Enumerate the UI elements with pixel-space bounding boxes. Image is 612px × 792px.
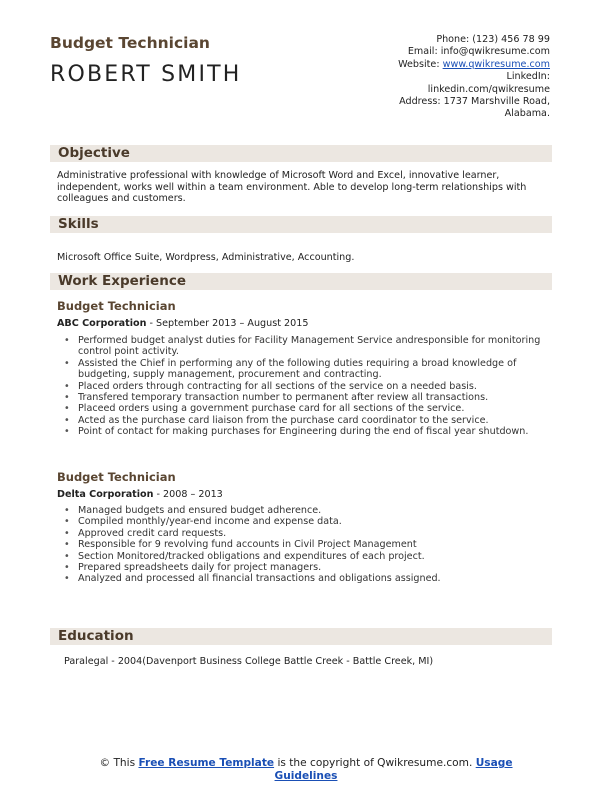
skills-text: Microsoft Office Suite, Wordpress, Administrative, Accounting. [57,252,355,263]
work-heading-bar [50,273,552,290]
contact-linkedin-label: LinkedIn: [506,71,550,83]
work-heading: Work Experience [58,273,186,289]
list-item: • Approved credit card requests. [57,528,552,539]
contact-phone: Phone: (123) 456 78 99 [436,34,550,45]
contact-email: Email: info@qwikresume.com [407,46,550,58]
contact-website [310,59,550,71]
objective-heading-bar [50,145,552,162]
job-role: Budget Technician [57,299,176,313]
list-item: • Prepared spreadsheets daily for project managers. [57,562,552,573]
job-bullets [57,505,552,585]
contact-address-line1: Address: 1737 Marshville Road, [399,96,550,108]
objective-heading: Objective [58,145,130,161]
job-company: ABC Corporation [57,318,147,329]
contact-address-line2: Alabama. [504,108,550,120]
education-heading-bar [50,628,552,645]
usage-link[interactable]: Usage [475,757,513,769]
candidate-name: ROBERT SMITH [50,62,242,87]
list-item: • Point of contact for making purchases for Engineering during the end of fiscal year shutdown. [57,426,552,437]
skills-heading: Skills [58,216,99,232]
education-text: Paralegal - 2004(Davenport Business College Battle Creek - Battle Creek, MI) [64,656,434,667]
job-company-line [57,318,308,329]
job-company-line [57,489,223,500]
list-item: • Analyzed and processed all financial transactions and obligations assigned. [57,573,552,584]
header-job-title: Budget Technician [50,34,210,52]
list-item: • Assisted the Chief in performing any of the following duties requiring a broad knowledge of budgeting, supply management, procurement and contracting. [57,358,552,381]
objective-text: Administrative professional with knowledge of Microsoft Word and Excel, innovative learner, independent, works well within a team environment. Able to develop long-term relationships with colleagues and customers. [57,170,527,205]
job-role: Budget Technician [57,470,176,484]
list-item: • Section Monitored/tracked obligations and expenditures of each project. [57,551,552,562]
footer-middle: is the copyright of Qwikresume.com. [274,757,476,769]
job-bullets [57,335,552,438]
list-item: • Placed orders through contracting for all sections of the service on a needed basis. [57,381,552,392]
contact-block [310,34,550,121]
skills-heading-bar [50,216,552,233]
education-heading: Education [58,628,134,644]
free-resume-template-link[interactable]: Free Resume Template [138,757,275,769]
job-company: Delta Corporation [57,489,154,500]
website-link[interactable]: www.qwikresume.com [442,58,550,70]
list-item: • Performed budget analyst duties for Facility Management Service andresponsible for monitoring control point activity. [57,335,552,358]
guidelines-link[interactable]: Guidelines [274,770,338,782]
contact-linkedin-value: linkedin.com/qwikresume [427,83,550,95]
website-label: Website: [398,58,443,70]
list-item: • Compiled monthly/year-end income and expense data. [57,516,552,527]
list-item: • Placeed orders using a government purchase card for all sections of the service. [57,403,552,414]
job-dates: - 2008 – 2013 [153,489,223,500]
list-item: • Managed budgets and ensured budget adherence. [57,505,552,516]
copyright-footer [0,757,612,783]
list-item: • Responsible for 9 revolving fund accounts in Civil Project Management [57,539,552,550]
footer-prefix: © This [99,757,139,769]
list-item: • Acted as the purchase card liaison from the purchase card coordinator to the service. [57,415,552,426]
list-item: • Transfered temporary transaction number to permanent after review all transactions. [57,392,552,403]
job-dates: - September 2013 – August 2015 [146,318,309,329]
